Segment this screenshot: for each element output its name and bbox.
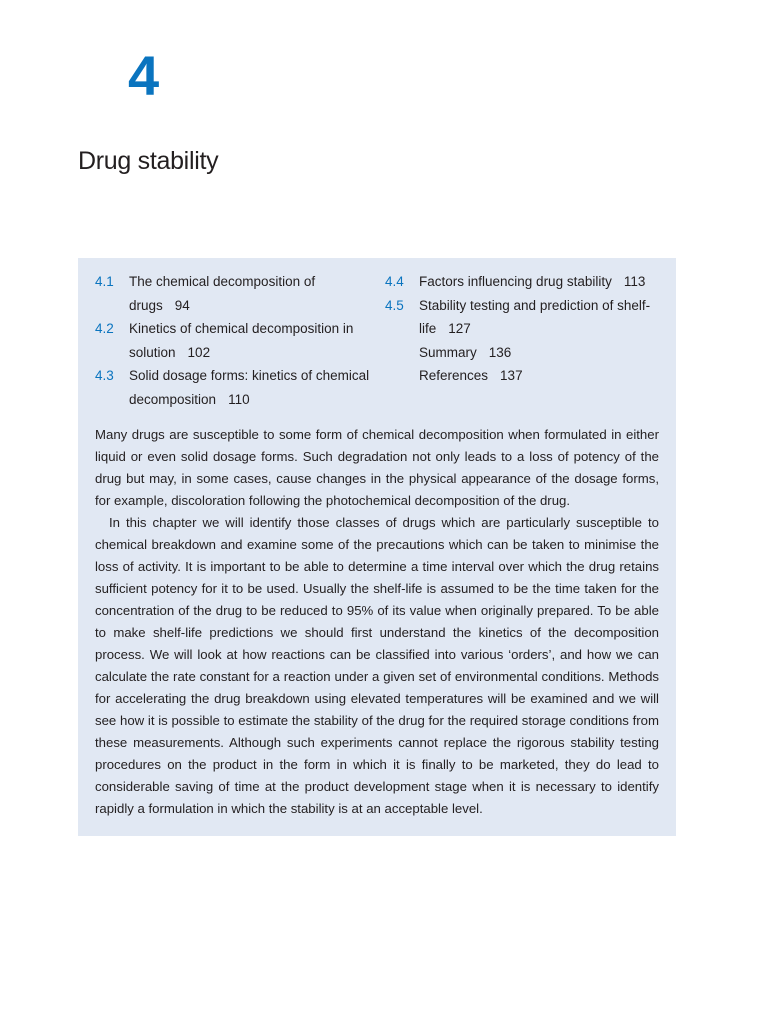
toc-page-number: 94 (174, 297, 190, 313)
toc-section-title: Factors influencing drug stability (419, 274, 612, 289)
toc-section-title: Summary (419, 344, 477, 360)
toc-section-title: Kinetics of chemical decomposition in solution (129, 321, 354, 360)
toc-entry[interactable] (385, 270, 665, 294)
toc-page-number: 113 (623, 274, 646, 289)
chapter-title: Drug stability (78, 147, 219, 175)
toc-page-number: 127 (448, 321, 471, 336)
toc-page-number: 110 (228, 391, 250, 407)
table-of-contents (95, 270, 665, 414)
toc-section-title: References (419, 368, 489, 383)
toc-entry[interactable] (95, 364, 375, 411)
toc-section-number: 4.1 (95, 274, 114, 289)
toc-entry[interactable] (385, 364, 665, 388)
toc-section-number: 4.3 (95, 368, 114, 383)
toc-section-number: 4.5 (385, 297, 404, 313)
toc-entry[interactable] (385, 341, 665, 365)
toc-entry[interactable] (95, 270, 375, 317)
intro-paragraph: Many drugs are susceptible to some form of chemical decomposition when formulated in either liquid or even solid dosage forms. Such degradation not only leads to a loss of potency of the drug but may, in some cases, cause changes in the physical appearance of the dosage forms, for example, discoloration following the photochemical decomposition of the drug. (95, 427, 659, 508)
toc-section-title: Solid dosage forms: kinetics of chemical decomposition (129, 368, 370, 407)
toc-page-number: 136 (488, 344, 512, 360)
toc-column-right (385, 270, 665, 388)
toc-section-title: The chemical decomposition of drugs (129, 274, 316, 313)
toc-entry[interactable] (95, 317, 375, 364)
toc-entry[interactable] (385, 294, 665, 341)
toc-column-left (95, 270, 375, 411)
toc-section-number: 4.2 (95, 321, 114, 336)
chapter-introduction (95, 424, 659, 820)
toc-page-number: 137 (500, 368, 523, 383)
toc-section-title: Stability testing and prediction of shelf- life (419, 297, 651, 336)
intro-paragraph: In this chapter we will identify those classes of drugs which are particularly susceptible to chemical breakdown and examine some of the precautions which can be taken to minimise the loss of activity. It is important to be able to determine a time interval over which the drug retains sufficient potency for it to be used. Usually the shelf-life is assumed to be the time taken for the concentration of the drug to be reduced to 95% of its value when originally prepared. To be able to make shelf-life predictions we should first understand the kinetics of the decomposition process. We will look at how reactions can be classified into various ‘orders’, and how we can calculate the rate constant for a reaction under a given set of environmental conditions. Methods for accelerating the drug breakdown using elevated temperatures will be examined and we will see how it is possible to estimate the stability of the drug for the required storage conditions from these measurements. Although such experiments cannot replace the rigorous stability testing procedures on the product in the form in which it is finally to be marketed, they do lead to considerable saving of time at the product development stage when it is necessary to identify rapidly a formulation in which the stability is at an acceptable level. (95, 515, 659, 816)
chapter-number: 4 (128, 44, 160, 107)
toc-section-number: 4.4 (385, 274, 404, 289)
toc-page-number: 102 (187, 344, 211, 360)
